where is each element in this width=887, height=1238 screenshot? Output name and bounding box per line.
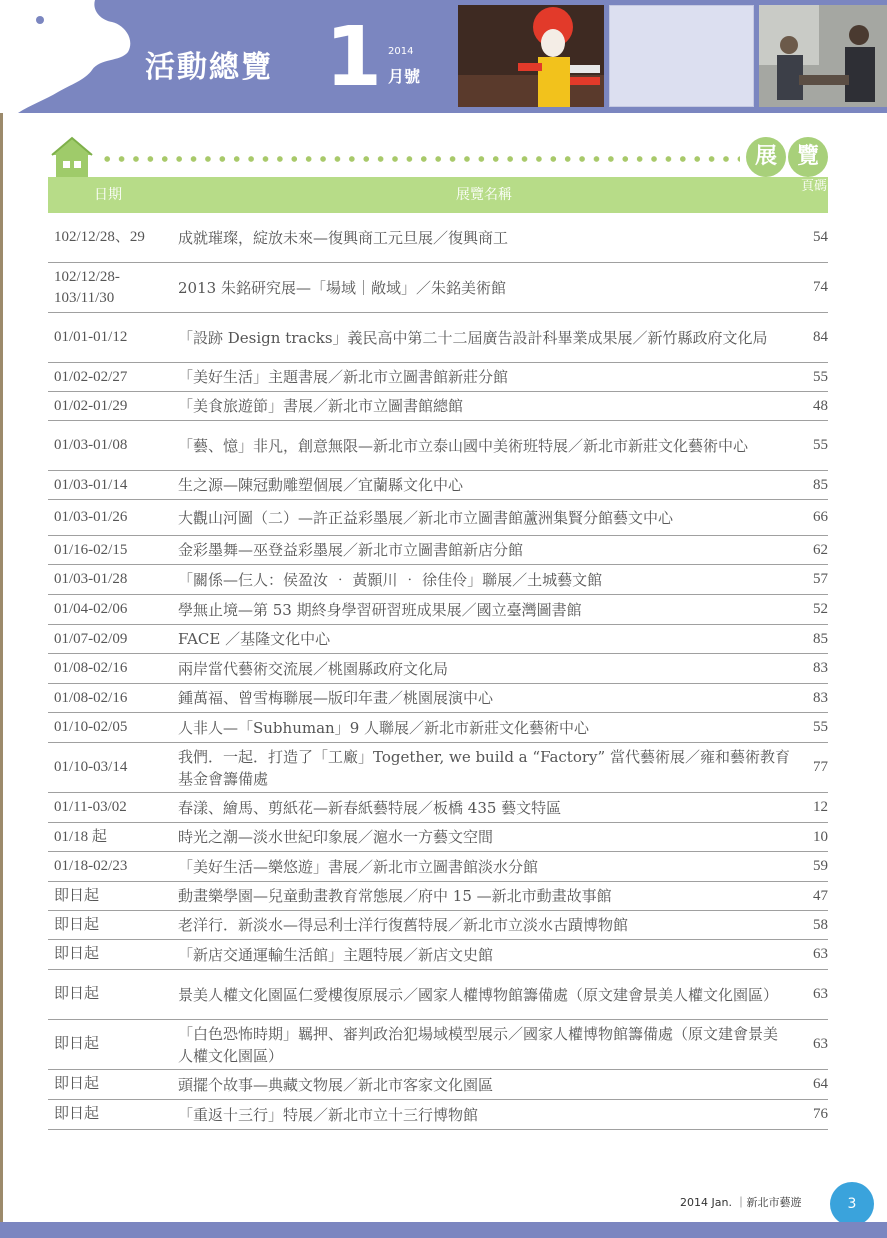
row-exhibition-name: 生之源—陳冠勳雕塑個展／宜蘭縣文化中心 [178,476,464,494]
row-exhibition-name: 「設跡 Design tracks」義民高中第二十二屆廣告設計科畢業成果展／新竹縣政府文化局 [178,328,768,347]
row-date: 01/08-02/16 [54,660,128,676]
row-exhibition-name: 「美好生活—樂悠遊」書展／新北市立圖書館淡水分館 [178,857,539,876]
table-row [48,471,828,500]
table-row [48,313,828,363]
row-date: 01/02-02/27 [54,368,128,385]
row-page-number: 83 [813,660,828,676]
table-row [48,392,828,421]
row-page-number: 83 [813,689,828,706]
row-page-number: 62 [813,541,828,558]
row-page-number: 47 [813,887,828,904]
row-page-number: 66 [813,509,828,525]
row-exhibition-name: 我們．一起．打造了「工廠」Together, we build a “Factory” 當代藝術展／雍和藝術教育基金會籌備處 [178,747,790,788]
row-exhibition-name: 頭擺个故事—典藏文物展／新北市客家文化園區 [178,1075,494,1094]
row-date: 即日起 [54,946,100,962]
row-exhibition-name: 人非人—「Subhuman」9 人聯展／新北市新莊文化藝術中心 [178,718,590,737]
table-row [48,1020,828,1070]
row-date: 01/16-02/15 [54,541,128,558]
row-date: 01/18 起 [54,828,107,845]
row-exhibition-name: 「白色恐怖時期」羈押、審判政治犯場域模型展示／國家人權博物館籌備處（原文建會景美人權文化園區） [178,1024,779,1065]
page-edge-stripe [0,113,3,1223]
table-row [48,911,828,940]
row-exhibition-name: 「新店交通運輸生活館」主題特展／新店文史館 [178,945,494,964]
row-date: 即日起 [54,986,100,1002]
row-date: 01/07-02/09 [54,630,128,647]
header-photo-clown [458,5,604,107]
row-date: 01/01-01/12 [54,329,128,345]
row-date: 01/11-03/02 [54,799,127,815]
row-exhibition-name: 金彩墨舞—巫登益彩墨展／新北市立圖書館新店分館 [178,541,524,559]
row-exhibition-name: 「美食旅遊節」書展／新北市立圖書館總館 [178,397,464,415]
column-header-name: 展覽名稱 [456,187,512,203]
section-badge-2: 覽 [788,137,828,177]
table-header [48,177,828,213]
issue-number: 1 [325,10,383,105]
row-page-number: 63 [813,986,828,1002]
row-date: 01/04-02/06 [54,601,128,617]
row-date: 即日起 [54,1076,100,1092]
footer-text: 2014 Jan. ｜新北市藝遊 [680,1196,802,1209]
section-badge-1: 展 [746,137,786,177]
column-header-page: 頁碼 [800,179,827,194]
row-page-number: 55 [813,719,828,735]
page-number: 3 [830,1182,874,1226]
row-page-number: 12 [813,799,828,815]
table-row [48,500,828,536]
row-page-number: 84 [813,329,828,345]
issue-year: 2014 [388,46,414,57]
table-row [48,852,828,882]
row-exhibition-name: 兩岸當代藝術交流展／桃園縣政府文化局 [178,659,449,678]
row-date: 01/03-01/28 [54,571,128,587]
row-page-number: 74 [813,279,828,295]
row-date: 即日起 [54,1036,100,1052]
row-exhibition-name: 成就璀璨，綻放未來—復興商工元旦展／復興商工 [178,228,509,247]
page-title: 活動總覽 [145,50,273,85]
table-row [48,1100,828,1130]
row-page-number: 63 [813,1036,828,1052]
row-date: 01/10-03/14 [54,759,128,775]
row-date: 01/03-01/26 [54,509,128,525]
issue-month-label: 月號 [388,67,421,86]
row-page-number: 52 [813,601,828,617]
table-row [48,882,828,911]
row-exhibition-name: 「重返十三行」特展／新北市立十三行博物館 [178,1105,479,1124]
house-icon [48,135,96,180]
column-header-date: 日期 [94,187,122,203]
row-date: 即日起 [54,1106,100,1122]
row-date: 01/03-01/14 [54,476,128,493]
row-date: 01/10-02/05 [54,719,128,735]
dotted-divider [100,156,740,162]
row-exhibition-name: 學無止境—第 53 期終身學習研習班成果展／國立臺灣圖書館 [178,600,582,619]
table-row [48,565,828,595]
page-header [0,0,887,113]
footer-bar [0,1222,887,1238]
table-row [48,940,828,970]
table-row [48,970,828,1020]
table-row [48,713,828,743]
exhibition-table [48,177,828,1130]
row-page-number: 10 [813,828,828,845]
row-page-number: 55 [813,437,828,453]
row-exhibition-name: 鍾萬福、曾雪梅聯展—版印年畫／桃園展演中心 [178,689,494,707]
row-date: 01/02-01/29 [54,397,128,414]
row-page-number: 58 [813,916,828,933]
row-date: 01/18-02/23 [54,858,128,874]
row-exhibition-name: 「藝、憶」非凡，創意無限—新北市立泰山國中美術班特展／新北市新莊文化藝術中心 [178,436,749,455]
row-page-number: 63 [813,946,828,962]
header-photo-people [759,5,887,107]
row-page-number: 76 [813,1106,828,1122]
row-exhibition-name: 大觀山河圖（二）—許正益彩墨展／新北市立圖書館蘆洲集賢分館藝文中心 [178,508,674,527]
table-row [48,1070,828,1100]
table-row [48,625,828,654]
row-exhibition-name: 動畫樂學園—兒童動畫教育常態展／府中 15 —新北市動畫故事館 [178,887,612,905]
row-page-number: 85 [813,630,828,647]
row-exhibition-name: 「美好生活」主題書展／新北市立圖書館新莊分館 [178,368,509,386]
row-exhibition-name: 春漾、繪馬、剪紙花—新春紙藝特展／板橋 435 藝文特區 [178,798,562,817]
row-page-number: 64 [813,1076,828,1092]
table-row [48,421,828,471]
row-date: 102/12/28、29 [54,229,145,245]
table-row [48,536,828,565]
row-page-number: 57 [813,571,828,587]
row-exhibition-name: 景美人權文化園區仁愛樓復原展示／國家人權博物館籌備處（原文建會景美人權文化園區） [178,985,779,1004]
row-page-number: 54 [813,229,828,245]
row-date: 102/12/28-103/11/30 [54,268,120,306]
row-page-number: 77 [813,759,828,775]
table-body [48,213,828,1130]
table-row [48,793,828,823]
row-exhibition-name: 時光之潮—淡水世紀印象展／滬水一方藝文空間 [178,828,494,846]
row-exhibition-name: FACE ／基隆文化中心 [178,630,331,648]
row-page-number: 85 [813,476,828,493]
table-row [48,743,828,793]
map-shape-decoration [0,0,140,113]
table-row [48,363,828,392]
row-page-number: 55 [813,368,828,385]
table-row [48,595,828,625]
table-row [48,654,828,684]
row-date: 即日起 [54,916,100,933]
row-page-number: 48 [813,397,828,414]
row-exhibition-name: 2013 朱銘研究展—「場域｜敞域」／朱銘美術館 [178,278,506,297]
section-ribbon [48,135,833,180]
header-photo-placeholder [609,5,754,107]
row-exhibition-name: 老洋行．新淡水—得忌利士洋行復舊特展／新北市立淡水古蹟博物館 [178,916,629,934]
table-row [48,823,828,852]
table-row [48,684,828,713]
table-row [48,213,828,263]
row-date: 即日起 [54,887,100,904]
row-exhibition-name: 「關係—仨人：侯盈汝 ‧ 黃顥川 ‧ 徐佳伶」聯展／土城藝文館 [178,570,603,589]
row-page-number: 59 [813,858,828,874]
row-date: 01/08-02/16 [54,689,128,706]
table-row [48,263,828,313]
row-date: 01/03-01/08 [54,437,128,453]
